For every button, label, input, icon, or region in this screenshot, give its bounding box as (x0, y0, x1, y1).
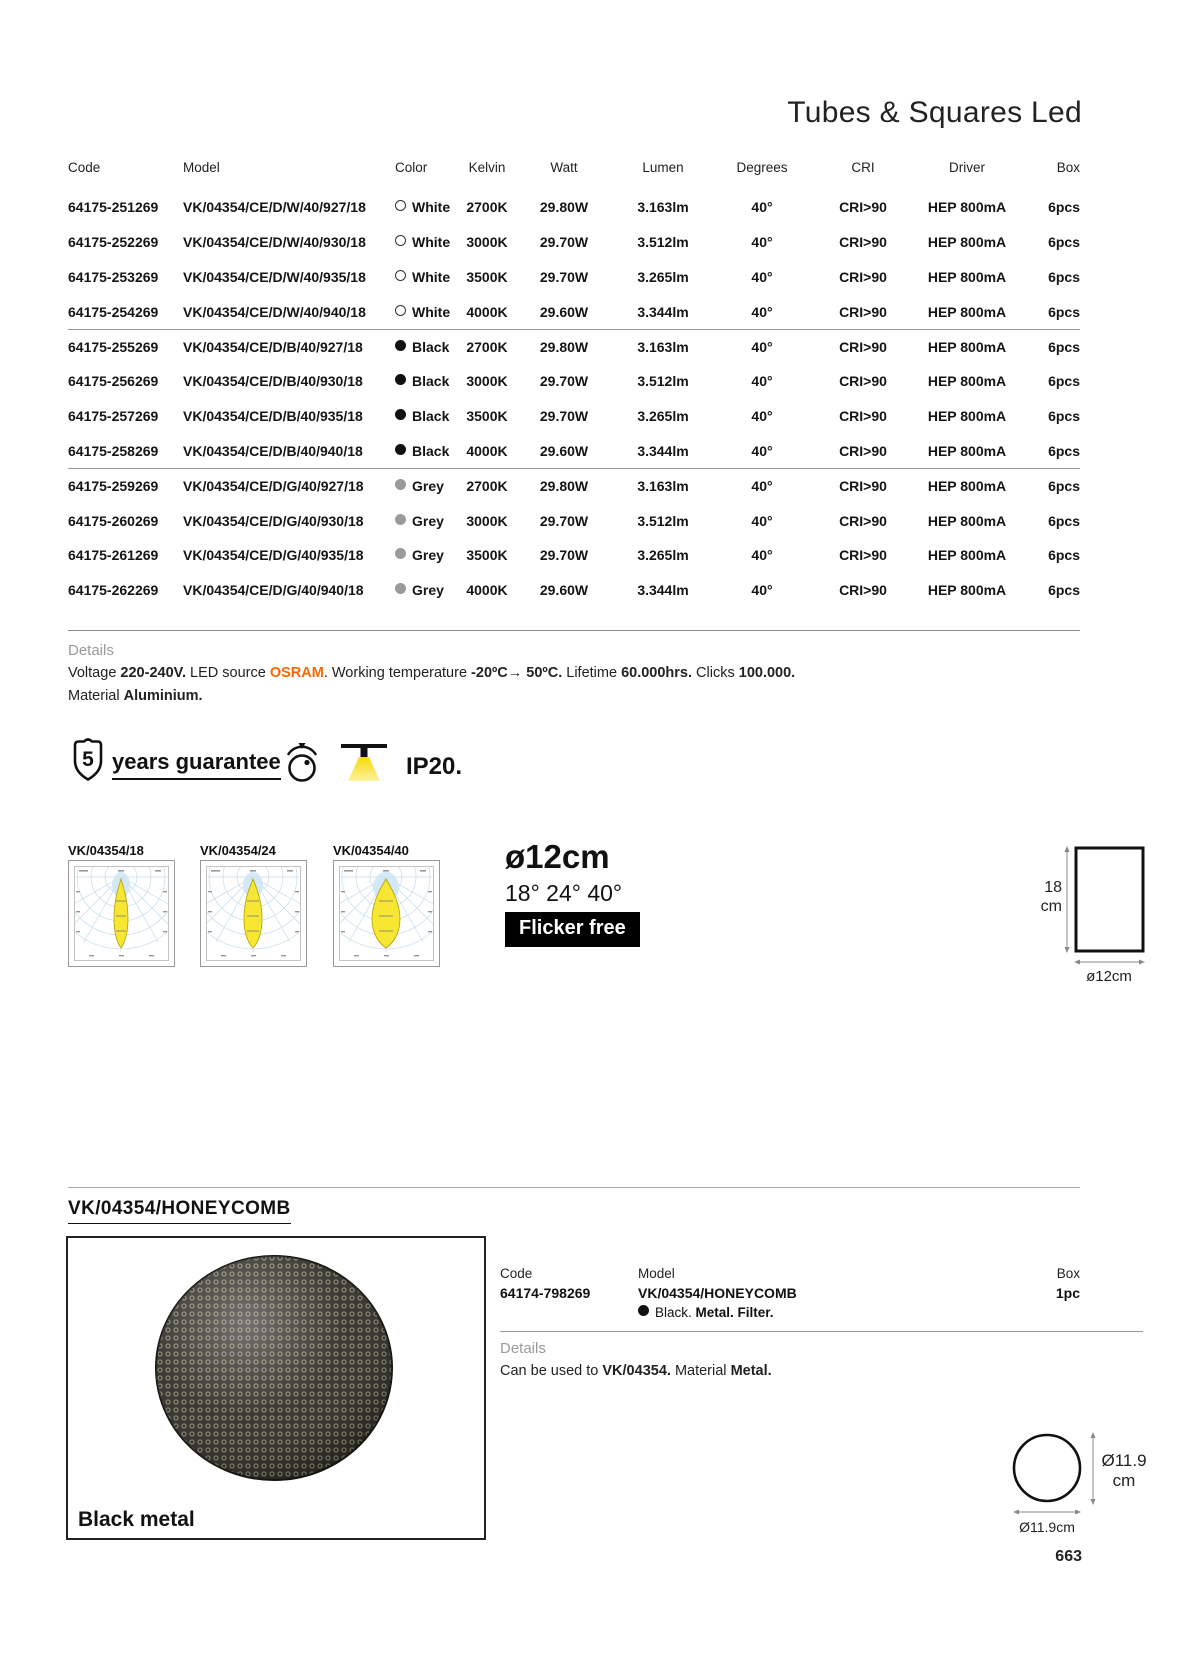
page-title: Tubes & Squares Led (787, 96, 1082, 129)
cell-color (395, 225, 455, 260)
header-degrees: Degrees (736, 160, 788, 175)
color-label: White (412, 268, 451, 285)
cell-code: 64175-252269 (68, 234, 159, 251)
details-line-1 (68, 662, 968, 685)
table-row (68, 399, 1080, 434)
cell-degrees: 40° (751, 547, 773, 564)
dimmer-icon (283, 738, 321, 789)
details-label: Details (68, 642, 114, 659)
cell-degrees: 40° (751, 373, 773, 390)
cell-box: 6pcs (1048, 582, 1080, 599)
cell-box: 6pcs (1048, 547, 1080, 564)
color-label: White (412, 199, 451, 216)
black-swatch-icon (638, 1305, 649, 1316)
shield-icon (68, 736, 108, 789)
filter-side-unit: cm (1112, 1471, 1136, 1490)
cell-color (395, 538, 455, 573)
cell-lumen: 3.265lm (637, 268, 689, 285)
hc-model-label: Model (638, 1266, 675, 1281)
text-segment: -20ºC→ 50ºC. (471, 665, 563, 681)
cell-model: VK/04354/CE/D/G/40/940/18 (183, 582, 364, 599)
white-swatch-icon (395, 235, 406, 246)
spec-table-body (68, 190, 1080, 608)
header-model: Model (183, 160, 220, 175)
grey-swatch-icon (395, 479, 406, 490)
text-segment: Lifetime (562, 665, 622, 681)
shield-number: 5 (82, 748, 94, 771)
table-row (68, 260, 1080, 295)
cell-kelvin: 4000K (466, 442, 508, 459)
cell-model: VK/04354/CE/D/W/40/940/18 (183, 303, 366, 320)
cell-cri: CRI>90 (839, 268, 887, 285)
cell-color (395, 260, 455, 295)
cell-degrees: 40° (751, 303, 773, 320)
table-row (68, 294, 1080, 329)
cell-watt: 29.80W (539, 199, 589, 216)
cell-kelvin: 3500K (466, 547, 508, 564)
tube-diameter-label: ø12cm (1086, 968, 1132, 985)
table-row (68, 573, 1080, 608)
page-number: 663 (1055, 1548, 1082, 1565)
cell-color (395, 190, 455, 225)
cell-model: VK/04354/CE/D/W/40/930/18 (183, 234, 366, 251)
cell-degrees: 40° (751, 408, 773, 425)
cell-code: 64175-257269 (68, 408, 159, 425)
grey-swatch-icon (395, 548, 406, 559)
cell-code: 64175-259269 (68, 468, 183, 503)
text-segment: Black. (655, 1305, 696, 1320)
cell-driver: HEP 800mA (927, 373, 1007, 390)
cell-watt: 29.70W (539, 268, 589, 285)
hc-box-label: Box (1056, 1266, 1080, 1281)
cell-model: VK/04354/CE/D/W/40/935/18 (183, 268, 366, 285)
hc-model-value: VK/04354/HONEYCOMB (638, 1285, 797, 1301)
cell-cri: CRI>90 (839, 199, 887, 216)
cell-driver: HEP 800mA (919, 329, 1015, 364)
cell-code: 64175-262269 (68, 582, 159, 599)
text-segment: VK/04354. (602, 1363, 671, 1379)
details-line-2 (68, 685, 968, 708)
table-row (68, 329, 1080, 364)
cell-watt: 29.70W (539, 408, 589, 425)
cell-model: VK/04354/CE/D/G/40/935/18 (183, 547, 364, 564)
tube-dimension-drawing (1000, 840, 1165, 995)
cell-kelvin: 2700K (455, 468, 519, 503)
cell-degrees: 40° (751, 512, 773, 529)
cell-cri: CRI>90 (807, 329, 919, 364)
cell-color (395, 329, 455, 364)
table-row (68, 538, 1080, 573)
cell-color (395, 573, 455, 608)
hc-finish-line (638, 1305, 774, 1320)
photometric-diagram-40 (333, 860, 440, 967)
text-segment: Metal. Filter. (695, 1305, 774, 1320)
cell-degrees: 40° (751, 234, 773, 251)
color-label: Black (412, 373, 450, 390)
filter-dimension-drawing (990, 1420, 1165, 1550)
cell-watt: 29.80W (519, 329, 609, 364)
text-segment: Can be used to (500, 1363, 603, 1379)
white-swatch-icon (395, 305, 406, 316)
cell-degrees: 40° (717, 329, 807, 364)
black-swatch-icon (395, 340, 406, 351)
cell-degrees: 40° (751, 199, 773, 216)
hc-details-divider (500, 1331, 1143, 1332)
flicker-free-label: Flicker free (505, 912, 640, 947)
hc-details-label: Details (500, 1340, 546, 1357)
cell-color (395, 468, 455, 503)
cell-watt: 29.60W (539, 303, 589, 320)
color-label: Black (412, 338, 450, 355)
text-segment: Material (670, 1363, 731, 1379)
text-segment: Metal. (730, 1363, 772, 1379)
text-segment: 100.000. (738, 665, 796, 681)
cell-lumen: 3.512lm (637, 512, 689, 529)
color-label: Grey (412, 547, 444, 564)
cell-driver: HEP 800mA (927, 442, 1007, 459)
header-driver: Driver (949, 160, 985, 175)
hc-box-value: 1pc (1055, 1285, 1080, 1301)
cell-box: 6pcs (1048, 234, 1080, 251)
cell-box: 6pcs (1048, 408, 1080, 425)
photometric-diagram-18 (68, 860, 175, 967)
text-segment: Aluminium. (123, 688, 203, 704)
cell-cri: CRI>90 (839, 303, 887, 320)
spec-diameter: ø12cm (505, 838, 610, 875)
cell-kelvin: 3000K (466, 234, 508, 251)
cell-driver: HEP 800mA (927, 408, 1007, 425)
cell-code: 64175-261269 (68, 547, 159, 564)
cell-code: 64175-258269 (68, 442, 159, 459)
black-swatch-icon (395, 374, 406, 385)
diagram-label-40: VK/04354/40 (333, 843, 409, 858)
color-label: Black (412, 442, 450, 459)
cell-cri: CRI>90 (839, 547, 887, 564)
color-label: White (412, 234, 451, 251)
text-segment: Clicks (692, 665, 739, 681)
hc-code-label: Code (500, 1266, 533, 1281)
cell-box: 6pcs (1015, 329, 1080, 364)
cell-kelvin: 3000K (466, 512, 508, 529)
table-row (68, 434, 1080, 469)
tube-height-value: 18 (1044, 879, 1062, 896)
cell-watt: 29.70W (539, 373, 589, 390)
cell-model: VK/04354/CE/D/B/40/930/18 (183, 373, 363, 390)
honeycomb-section-divider (68, 1187, 1080, 1188)
table-row (68, 503, 1080, 538)
tube-height-unit: cm (1040, 898, 1062, 915)
diagram-label-18: VK/04354/18 (68, 843, 144, 858)
honeycomb-heading: VK/04354/HONEYCOMB (68, 1198, 291, 1224)
cell-box: 6pcs (1015, 468, 1080, 503)
cell-code: 64175-254269 (68, 303, 159, 320)
white-swatch-icon (395, 200, 406, 211)
cell-box: 6pcs (1048, 199, 1080, 216)
cell-watt: 29.70W (539, 547, 589, 564)
cell-degrees: 40° (751, 442, 773, 459)
cell-box: 6pcs (1048, 373, 1080, 390)
color-label: Grey (412, 512, 444, 529)
black-swatch-icon (395, 409, 406, 420)
cell-lumen: 3.344lm (637, 303, 689, 320)
cell-code: 64175-255269 (68, 329, 183, 364)
text-segment: 220-240V. (120, 665, 187, 681)
cell-kelvin: 3500K (466, 408, 508, 425)
header-code: Code (68, 160, 101, 175)
cell-code: 64175-251269 (68, 199, 159, 216)
cell-lumen: 3.163lm (609, 468, 717, 503)
diagram-label-24: VK/04354/24 (200, 843, 276, 858)
color-label: Grey (412, 582, 444, 599)
cell-model: VK/04354/CE/D/B/40/935/18 (183, 408, 363, 425)
cell-cri: CRI>90 (839, 234, 887, 251)
cell-box: 6pcs (1048, 303, 1080, 320)
cell-watt: 29.70W (539, 234, 589, 251)
cell-cri: CRI>90 (839, 582, 887, 599)
cell-box: 6pcs (1048, 512, 1080, 529)
grey-swatch-icon (395, 583, 406, 594)
details-divider (68, 630, 1080, 631)
text-segment: Material (68, 688, 124, 704)
ceiling-light-icon (338, 740, 390, 789)
cell-model: VK/04354/CE/D/B/40/940/18 (183, 442, 363, 459)
cell-model: VK/04354/CE/D/G/40/927/18 (183, 468, 395, 503)
cell-color (395, 364, 455, 399)
white-swatch-icon (395, 270, 406, 281)
cell-degrees: 40° (751, 268, 773, 285)
honeycomb-photo (66, 1236, 486, 1540)
header-watt: Watt (550, 160, 578, 175)
cell-watt: 29.60W (539, 582, 589, 599)
honeycomb-caption: Black metal (78, 1508, 195, 1531)
header-box: Box (1056, 160, 1080, 175)
cell-color (395, 294, 455, 329)
cell-kelvin: 4000K (466, 582, 508, 599)
cell-cri: CRI>90 (807, 468, 919, 503)
cell-kelvin: 2700K (466, 199, 508, 216)
honeycomb-heading-wrap (68, 1198, 291, 1224)
guarantee-label: years guarantee (112, 749, 281, 780)
cell-driver: HEP 800mA (927, 234, 1007, 251)
cell-driver: HEP 800mA (919, 468, 1015, 503)
cell-driver: HEP 800mA (927, 199, 1007, 216)
cell-color (395, 434, 455, 469)
cell-lumen: 3.163lm (609, 329, 717, 364)
cell-degrees: 40° (751, 582, 773, 599)
cell-color (395, 503, 455, 538)
hc-usage-line (500, 1360, 1100, 1383)
table-header-row (68, 160, 1080, 190)
cell-driver: HEP 800mA (927, 303, 1007, 320)
header-kelvin: Kelvin (468, 160, 506, 175)
cell-driver: HEP 800mA (927, 547, 1007, 564)
text-segment: Voltage (68, 665, 121, 681)
cell-lumen: 3.344lm (637, 582, 689, 599)
grey-swatch-icon (395, 514, 406, 525)
cell-model: VK/04354/CE/D/G/40/930/18 (183, 512, 364, 529)
cell-color (395, 399, 455, 434)
cell-lumen: 3.512lm (637, 373, 689, 390)
text-segment: . Working temperature (323, 665, 472, 681)
cell-cri: CRI>90 (839, 442, 887, 459)
header-lumen: Lumen (642, 160, 684, 175)
cell-driver: HEP 800mA (927, 582, 1007, 599)
hc-code-value: 64174-798269 (500, 1285, 591, 1301)
table-row (68, 190, 1080, 225)
photometric-diagram-24 (200, 860, 307, 967)
cell-watt: 29.80W (519, 468, 609, 503)
cell-kelvin: 4000K (466, 303, 508, 320)
cell-kelvin: 3500K (466, 268, 508, 285)
filter-side-value: Ø11.9 (1101, 1451, 1147, 1470)
filter-bottom-label: Ø11.9cm (1019, 1519, 1075, 1535)
cell-watt: 29.70W (539, 512, 589, 529)
text-segment: OSRAM (269, 665, 324, 681)
cell-lumen: 3.163lm (637, 199, 689, 216)
cell-cri: CRI>90 (839, 512, 887, 529)
cell-model: VK/04354/CE/D/W/40/927/18 (183, 199, 366, 216)
cell-model: VK/04354/CE/D/B/40/927/18 (183, 329, 395, 364)
cell-driver: HEP 800mA (927, 512, 1007, 529)
cell-degrees: 40° (717, 468, 807, 503)
table-row (68, 225, 1080, 260)
table-row (68, 468, 1080, 503)
cell-kelvin: 2700K (455, 329, 519, 364)
cell-cri: CRI>90 (839, 408, 887, 425)
hc-finish-text (655, 1305, 774, 1320)
cell-code: 64175-260269 (68, 512, 159, 529)
color-label: Black (412, 408, 450, 425)
color-label: Grey (412, 478, 444, 495)
cell-code: 64175-253269 (68, 268, 159, 285)
cell-box: 6pcs (1048, 442, 1080, 459)
spec-table (68, 160, 1080, 608)
header-color: Color (395, 160, 428, 175)
header-cri: CRI (851, 160, 875, 175)
flicker-free-badge (505, 912, 640, 947)
ip-rating-label: IP20. (406, 753, 463, 780)
cell-code: 64175-256269 (68, 373, 159, 390)
black-swatch-icon (395, 444, 406, 455)
cell-driver: HEP 800mA (927, 268, 1007, 285)
cell-lumen: 3.344lm (637, 442, 689, 459)
text-segment: 60.000hrs. (621, 665, 693, 681)
text-segment: LED source (186, 665, 270, 681)
cell-cri: CRI>90 (839, 373, 887, 390)
cell-lumen: 3.265lm (637, 547, 689, 564)
table-row (68, 364, 1080, 399)
cell-lumen: 3.265lm (637, 408, 689, 425)
cell-watt: 29.60W (539, 442, 589, 459)
cell-lumen: 3.512lm (637, 234, 689, 251)
cell-box: 6pcs (1048, 268, 1080, 285)
cell-kelvin: 3000K (466, 373, 508, 390)
color-label: White (412, 303, 451, 320)
spec-angles: 18° 24° 40° (505, 880, 623, 906)
